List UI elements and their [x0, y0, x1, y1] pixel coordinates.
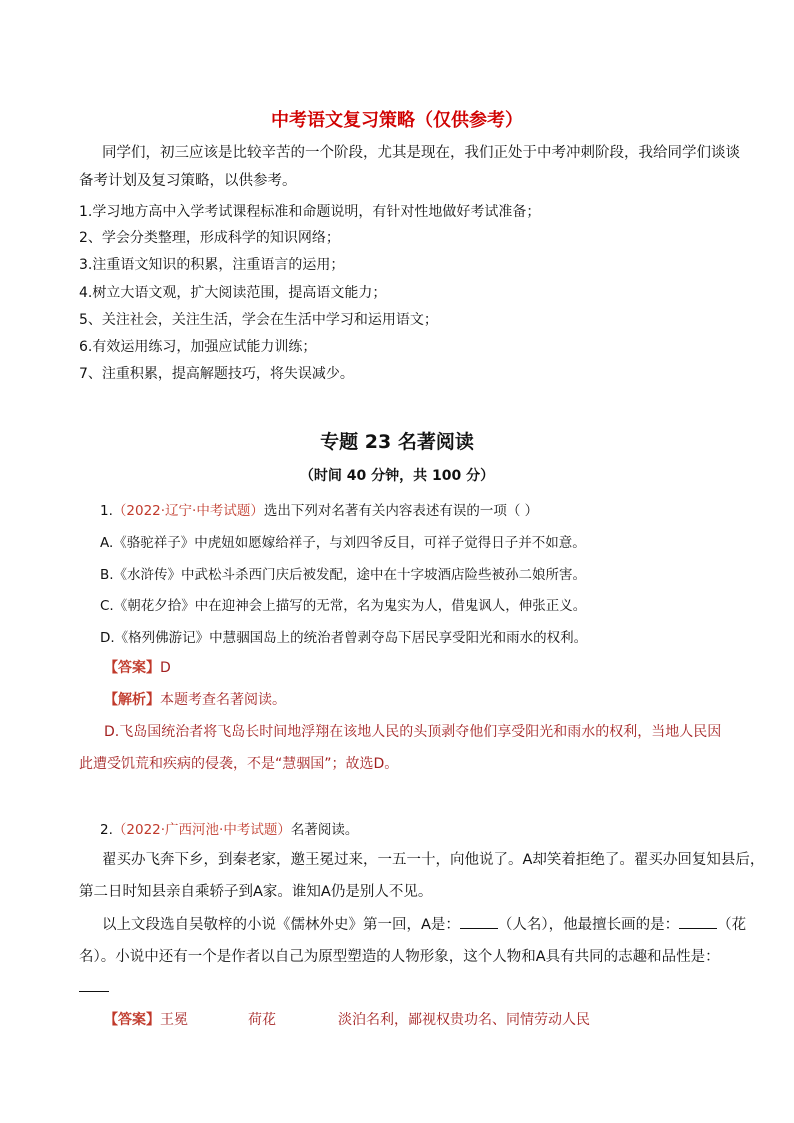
strategy-item: 6.有效运用练习，加强应试能力训练；: [79, 339, 317, 355]
answer-label: 【答案】: [104, 660, 160, 676]
analysis-label: 【解析】: [104, 692, 160, 708]
q1-analysis: [104, 689, 286, 709]
answer-value: D: [160, 660, 171, 676]
strategy-item: 4.树立大语文观，扩大阅读范围，提高语文能力；: [79, 285, 387, 301]
option-c: C.《朝花夕拾》中在迎神会上描写的无常，名为鬼实为人，借鬼讽人，伸张正义。: [100, 598, 587, 614]
blank-flower-name[interactable]: [679, 914, 717, 929]
fill-text: （花: [717, 917, 747, 933]
review-strategy-title: 中考语文复习策略（仅供参考）: [271, 110, 523, 131]
strategy-item: 3.注重语文知识的积累，注重语言的运用；: [79, 257, 345, 273]
intro-paragraph-line2: 备考计划及复习策略，以供参考。: [79, 173, 297, 189]
passage-line1: 翟买办飞奔下乡，到秦老家，邀王冕过来，一五一十，向他说了。A却笑着拒绝了。翟买办回复知县后，: [102, 852, 765, 868]
q1-explanation-line2: 此遭受饥荒和疾病的侵袭，不是“慧骃国”；故选D。: [79, 756, 399, 772]
intro-paragraph-line1: 同学们，初三应该是比较辛苦的一个阶段，尤其是现在，我们正处于中考冲刺阶段，我给同学们谈谈: [102, 145, 740, 161]
option-d: D.《格列佛游记》中慧骃国岛上的统治者曾剥夺岛下居民享受阳光和雨水的权利。: [100, 630, 588, 646]
fill-question-line3: [79, 977, 109, 996]
blank-person-name[interactable]: [460, 914, 498, 929]
question-2-stem: [100, 818, 358, 838]
fill-text: （人名），他最擅长画的是：: [497, 917, 680, 933]
q2-answer: [104, 1009, 188, 1029]
option-b: B.《水浒传》中武松斗杀西门庆后被发配，途中在十字坡酒店险些被孙二娘所害。: [100, 567, 587, 583]
passage-line2: 第二日时知县亲自乘轿子到A家。谁知A仍是别人不见。: [79, 884, 433, 900]
strategy-item: 7、注重积累，提高解题技巧，将失误减少。: [79, 366, 354, 382]
strategy-item: 5、关注社会，关注生活，学会在生活中学习和运用语文；: [79, 312, 438, 328]
question-source: （2022·辽宁·中考试题）: [112, 503, 264, 519]
question-source: （2022·广西河池·中考试题）: [112, 822, 291, 838]
fill-question-line2: 名）。小说中还有一个是作者以自己为原型塑造的人物形象，这个人物和A具有共同的志趣和品性是：: [79, 949, 720, 965]
q1-answer: [104, 657, 171, 677]
time-score-note: （时间 40 分钟，共 100 分）: [299, 468, 495, 484]
fill-text: 以上文段选自吴敬梓的小说《儒林外史》第一回，A是：: [102, 917, 460, 933]
answer-3: 淡泊名利，鄙视权贵功名、同情劳动人民: [338, 1012, 590, 1028]
fill-question-line1: [102, 913, 746, 934]
answer-label: 【答案】: [104, 1012, 160, 1028]
answer-2: 荷花: [248, 1012, 276, 1028]
strategy-item: 1.学习地方高中入学考试课程标准和命题说明，有针对性地做好考试准备；: [79, 204, 541, 220]
q1-explanation-line1: D.飞岛国统治者将飞岛长时间地浮翔在该地人民的头顶剥夺他们享受阳光和雨水的权利，当地人民因: [104, 724, 722, 740]
option-a: A.《骆驼祥子》中虎妞如愿嫁给祥子，与刘四爷反目，可祥子觉得日子并不如意。: [100, 535, 586, 551]
question-number: 2.: [100, 822, 113, 838]
answer-1: 王冕: [160, 1012, 188, 1028]
blank-shared-traits[interactable]: [79, 977, 109, 992]
question-1-stem: [100, 499, 538, 519]
question-text: 选出下列对名著有关内容表述有误的一项（ ）: [263, 503, 539, 519]
question-number: 1.: [100, 503, 113, 519]
strategy-item: 2、学会分类整理，形成科学的知识网络；: [79, 230, 340, 246]
analysis-text: 本题考查名著阅读。: [160, 692, 286, 708]
question-text: 名著阅读。: [290, 822, 359, 838]
topic-title: 专题 23 名著阅读: [320, 431, 474, 453]
